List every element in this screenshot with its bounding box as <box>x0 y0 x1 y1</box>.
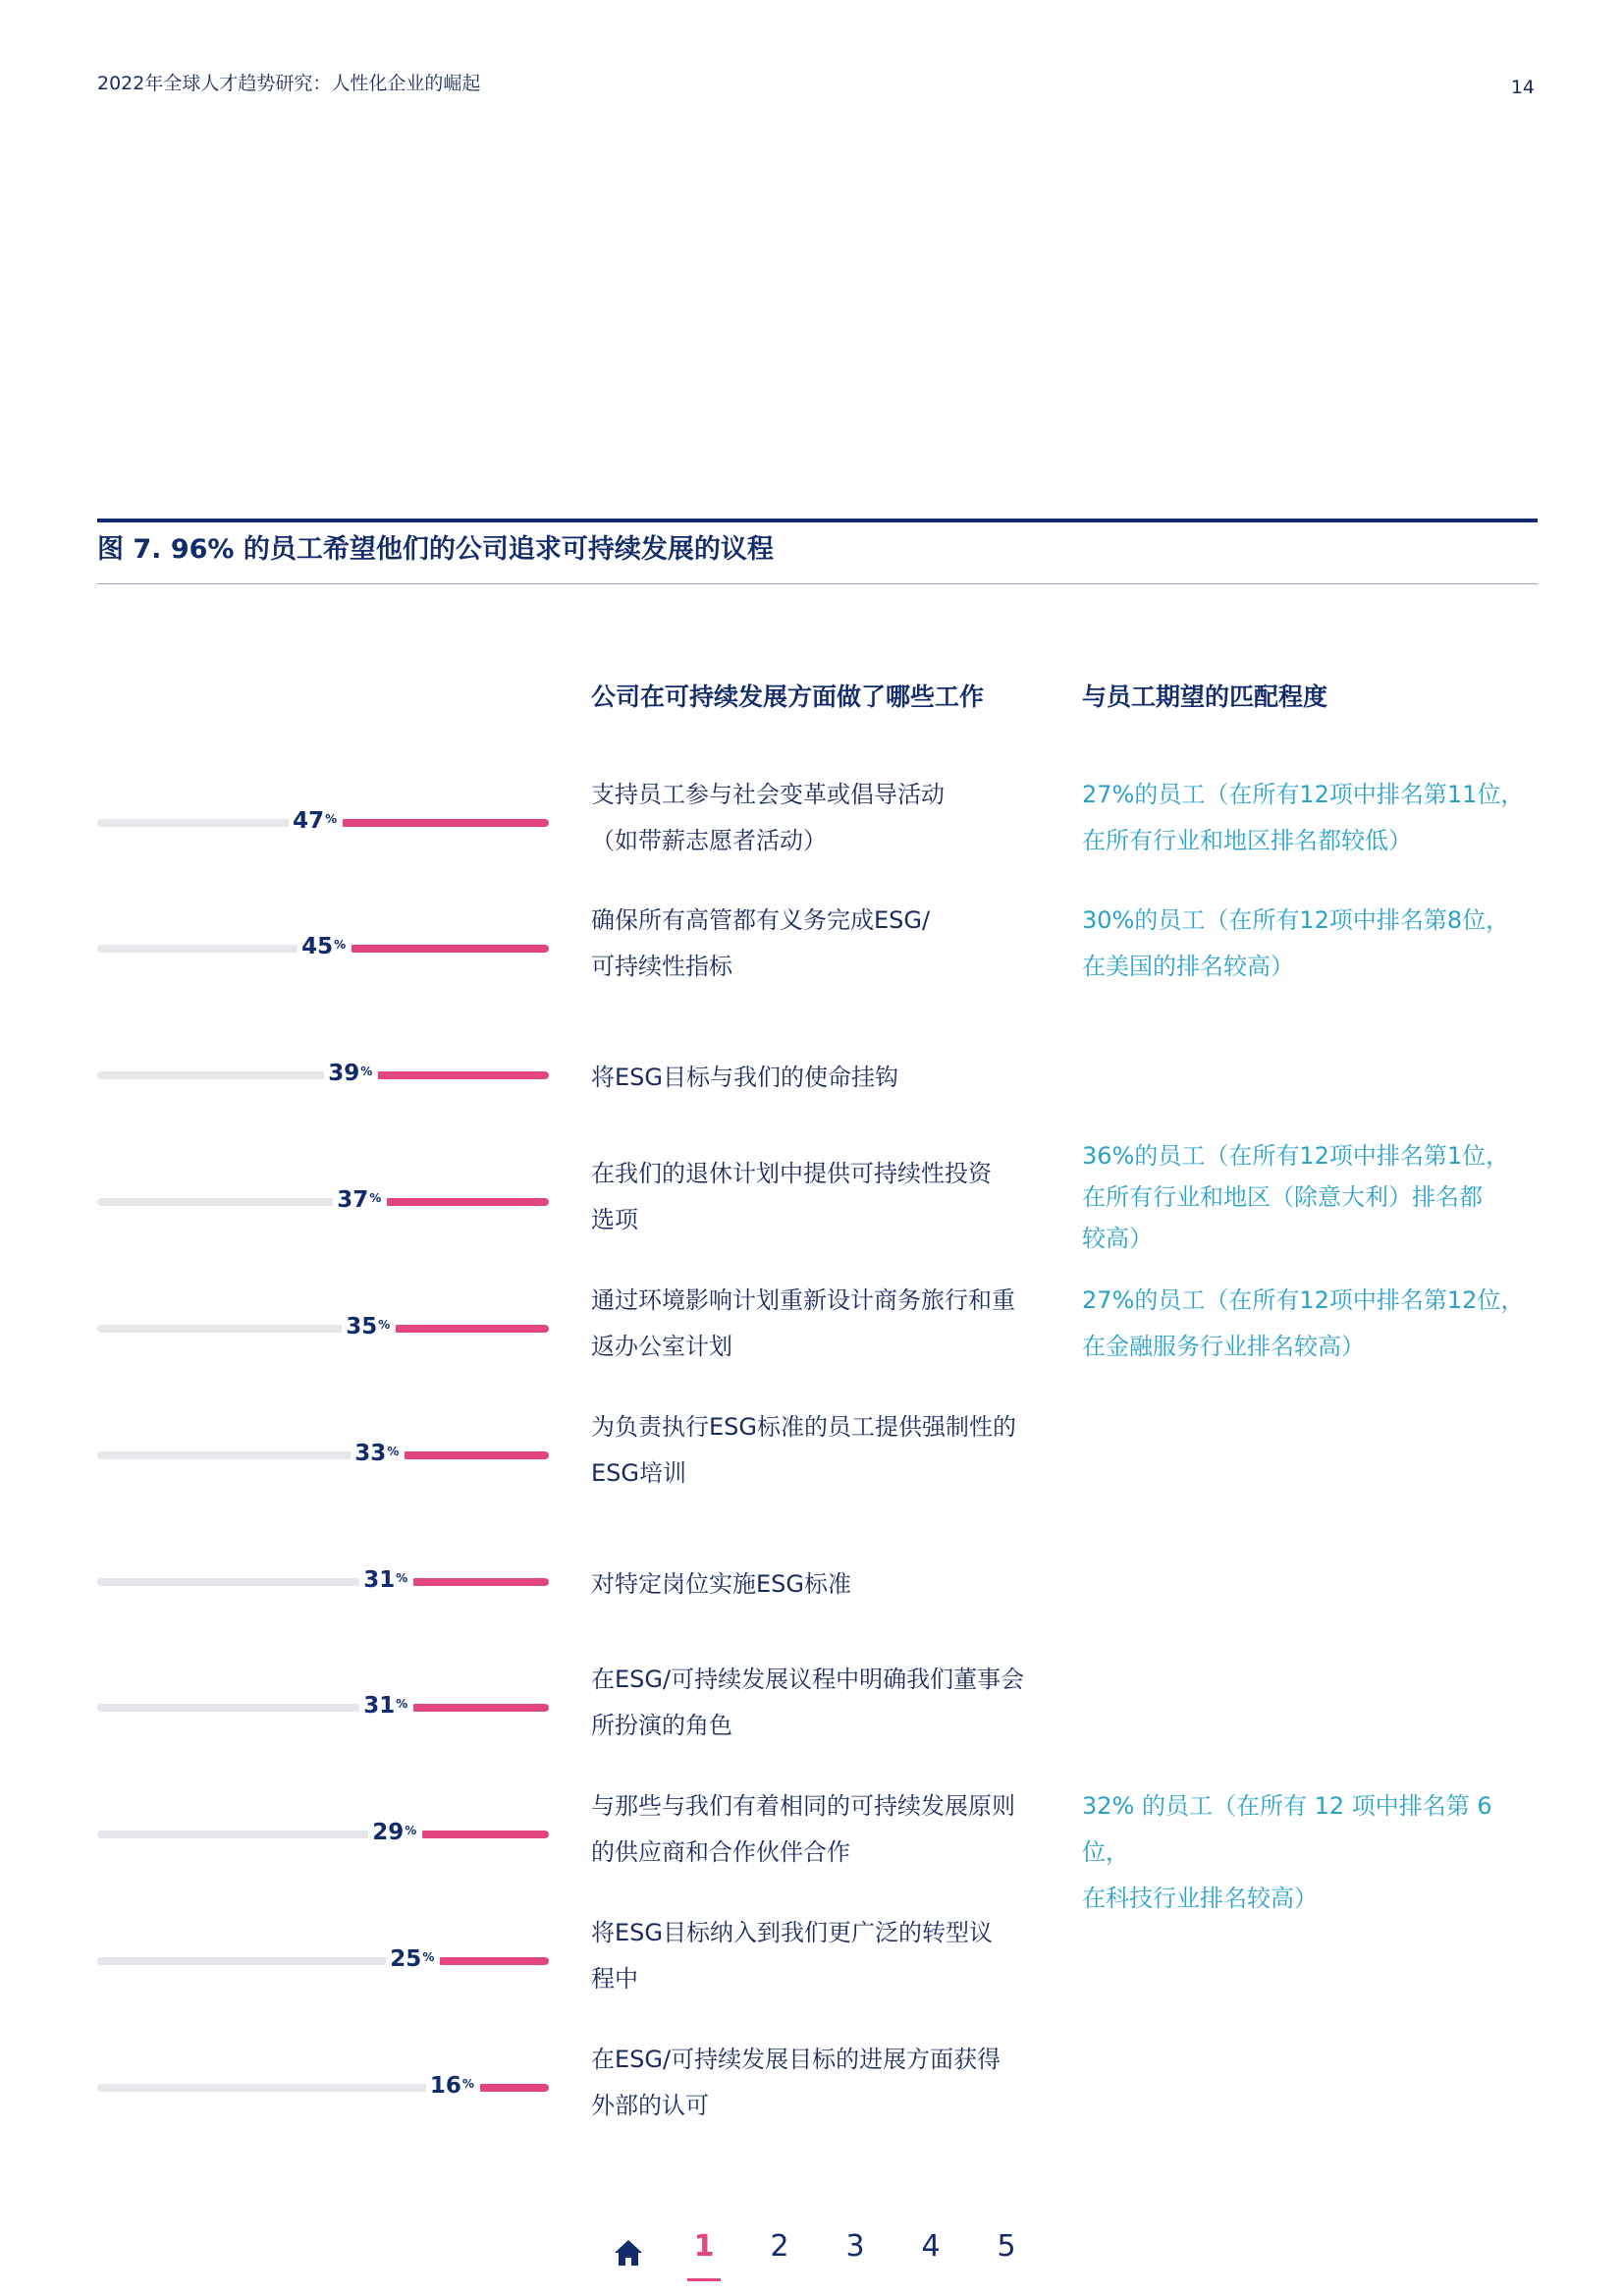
figure-bottom-rule <box>97 583 1538 584</box>
action-label-line: ESG培训 <box>591 1459 686 1487</box>
bar-value-number: 45 <box>301 934 334 959</box>
figure-title: 图 7. 96% 的员工希望他们的公司追求可持续发展的议程 <box>97 534 774 565</box>
action-label-line: 在ESG/可持续发展目标的进展方面获得 <box>591 2046 1001 2073</box>
action-label-line: 外部的认可 <box>591 2092 709 2119</box>
bar-value-unit: % <box>325 812 338 826</box>
bar-value-number: 29 <box>372 1820 405 1845</box>
match-note-line: 在美国的排名较高） <box>1082 953 1294 980</box>
sustainability-action-label <box>591 2037 1053 2129</box>
match-note-line: 较高） <box>1082 1225 1153 1252</box>
action-label-line: 为负责执行ESG标准的员工提供强制性的 <box>591 1413 1016 1441</box>
action-label-line: 对特定岗位实施ESG标准 <box>591 1569 851 1598</box>
bar-value-number: 31 <box>363 1567 396 1593</box>
action-label-line: 将ESG目标与我们的使命挂钩 <box>591 1063 898 1091</box>
bar-value-number: 39 <box>328 1061 360 1086</box>
employee-match-note <box>1082 1783 1543 1922</box>
match-note-line: 在所有行业和地区（除意大利）排名都 <box>1082 1183 1483 1211</box>
bar-value-label <box>426 2072 480 2100</box>
action-label-line: 通过环境影响计划重新设计商务旅行和重 <box>591 1286 1015 1314</box>
nav-page-2[interactable]: 2 <box>770 2229 789 2264</box>
action-label-line: 选项 <box>591 1206 638 1233</box>
header-title: 2022年全球人才趋势研究：人性化企业的崛起 <box>97 73 481 94</box>
action-label-line: 所扮演的角色 <box>591 1712 732 1739</box>
bar-value-number: 47 <box>293 808 325 834</box>
bar-value-number: 37 <box>337 1187 369 1213</box>
home-icon[interactable] <box>613 2237 644 2269</box>
bar-value <box>376 1071 549 1079</box>
action-label-line: （如带薪志愿者活动） <box>591 827 827 854</box>
sustainability-action-label <box>591 1910 1053 2002</box>
sustainability-action-label <box>591 1783 1053 1876</box>
bar-value <box>420 1831 549 1838</box>
action-label-line: 返办公室计划 <box>591 1333 732 1360</box>
bar-value-unit: % <box>369 1191 382 1205</box>
employee-match-note <box>1082 898 1543 990</box>
bar-value-unit: % <box>387 1445 400 1458</box>
bar-value-number: 31 <box>363 1693 396 1719</box>
sustainability-action-label <box>591 1278 1053 1370</box>
bar-value-label <box>324 1060 378 1087</box>
sustainability-action-label <box>591 772 1053 864</box>
bar-value-unit: % <box>360 1065 373 1078</box>
employee-match-note <box>1082 1135 1543 1259</box>
match-note-line: 在所有行业和地区排名都较低） <box>1082 827 1412 854</box>
sustainability-action-label <box>591 1404 1053 1497</box>
bar-value <box>411 1578 549 1586</box>
sustainability-action-label <box>591 898 1053 990</box>
sustainability-action-label <box>591 1561 1053 1608</box>
action-label-line: 可持续性指标 <box>591 953 732 980</box>
employee-match-note <box>1082 772 1543 864</box>
sustainability-action-label <box>591 1055 1053 1101</box>
bar-value-unit: % <box>461 2077 474 2091</box>
action-label-line: 将ESG目标纳入到我们更广泛的转型议 <box>591 1919 993 1946</box>
action-label-line: 在ESG/可持续发展议程中明确我们董事会 <box>591 1666 1025 1693</box>
bar-value-unit: % <box>405 1824 417 1837</box>
bar-value <box>350 945 549 953</box>
match-note-line: 27%的员工（在所有12项中排名第11位， <box>1082 781 1525 808</box>
column-header-match: 与员工期望的匹配程度 <box>1082 683 1328 711</box>
bar-value <box>341 819 549 827</box>
bar-value-label <box>333 1186 387 1214</box>
bar-value-label <box>351 1440 405 1467</box>
column-header-work: 公司在可持续发展方面做了哪些工作 <box>591 683 985 711</box>
bar-value-number: 16 <box>429 2073 461 2099</box>
bar-value-number: 35 <box>346 1314 378 1339</box>
sustainability-action-label <box>591 1657 1053 1749</box>
match-note-line: 在金融服务行业排名较高） <box>1082 1333 1365 1360</box>
bar-value-label <box>298 933 352 960</box>
bar-value-unit: % <box>422 1950 435 1964</box>
bar-value-label <box>368 1819 422 1846</box>
bar-value-number: 33 <box>354 1441 387 1466</box>
page-navigation <box>0 2229 1623 2288</box>
match-note-line: 在科技行业排名较高） <box>1082 1885 1318 1912</box>
nav-page-4[interactable]: 4 <box>921 2229 941 2264</box>
match-note-line: 27%的员工（在所有12项中排名第12位， <box>1082 1286 1525 1314</box>
bar-value-label <box>359 1566 413 1594</box>
action-label-line: 在我们的退休计划中提供可持续性投资 <box>591 1160 992 1187</box>
match-note-line: 32% 的员工（在所有 12 项中排名第 6 位， <box>1082 1792 1492 1866</box>
bar-value <box>385 1198 549 1206</box>
bar-value-unit: % <box>378 1318 391 1332</box>
nav-page-1[interactable]: 1 <box>693 2229 715 2264</box>
bar-value-label <box>386 1945 440 1973</box>
figure-top-rule <box>97 519 1538 522</box>
nav-page-5[interactable]: 5 <box>997 2229 1016 2264</box>
bar-value <box>394 1325 549 1333</box>
action-label-line: 与那些与我们有着相同的可持续发展原则 <box>591 1792 1015 1820</box>
bar-value <box>478 2084 549 2092</box>
bar-value-label <box>342 1313 396 1340</box>
action-label-line: 支持员工参与社会变革或倡导活动 <box>591 781 945 808</box>
bar-value-number: 25 <box>390 1946 422 1972</box>
action-label-line: 的供应商和合作伙伴合作 <box>591 1838 850 1866</box>
active-page-indicator <box>687 2278 721 2281</box>
match-note-line: 30%的员工（在所有12项中排名第8位， <box>1082 906 1510 934</box>
bar-value-unit: % <box>396 1697 408 1711</box>
nav-page-3[interactable]: 3 <box>845 2229 865 2264</box>
bar-value-unit: % <box>334 938 347 952</box>
bar-value <box>403 1451 549 1459</box>
sustainability-action-label <box>591 1151 1053 1243</box>
bar-value-label <box>289 807 343 835</box>
bar-value-unit: % <box>396 1571 408 1585</box>
page-number: 14 <box>1510 77 1535 98</box>
bar-value <box>411 1704 549 1712</box>
action-label-line: 确保所有高管都有义务完成ESG/ <box>591 906 931 934</box>
bar-value <box>438 1957 549 1965</box>
employee-match-note <box>1082 1278 1543 1370</box>
action-label-line: 程中 <box>591 1965 638 1993</box>
match-note-line: 36%的员工（在所有12项中排名第1位， <box>1082 1142 1510 1170</box>
bar-value-label <box>359 1692 413 1720</box>
